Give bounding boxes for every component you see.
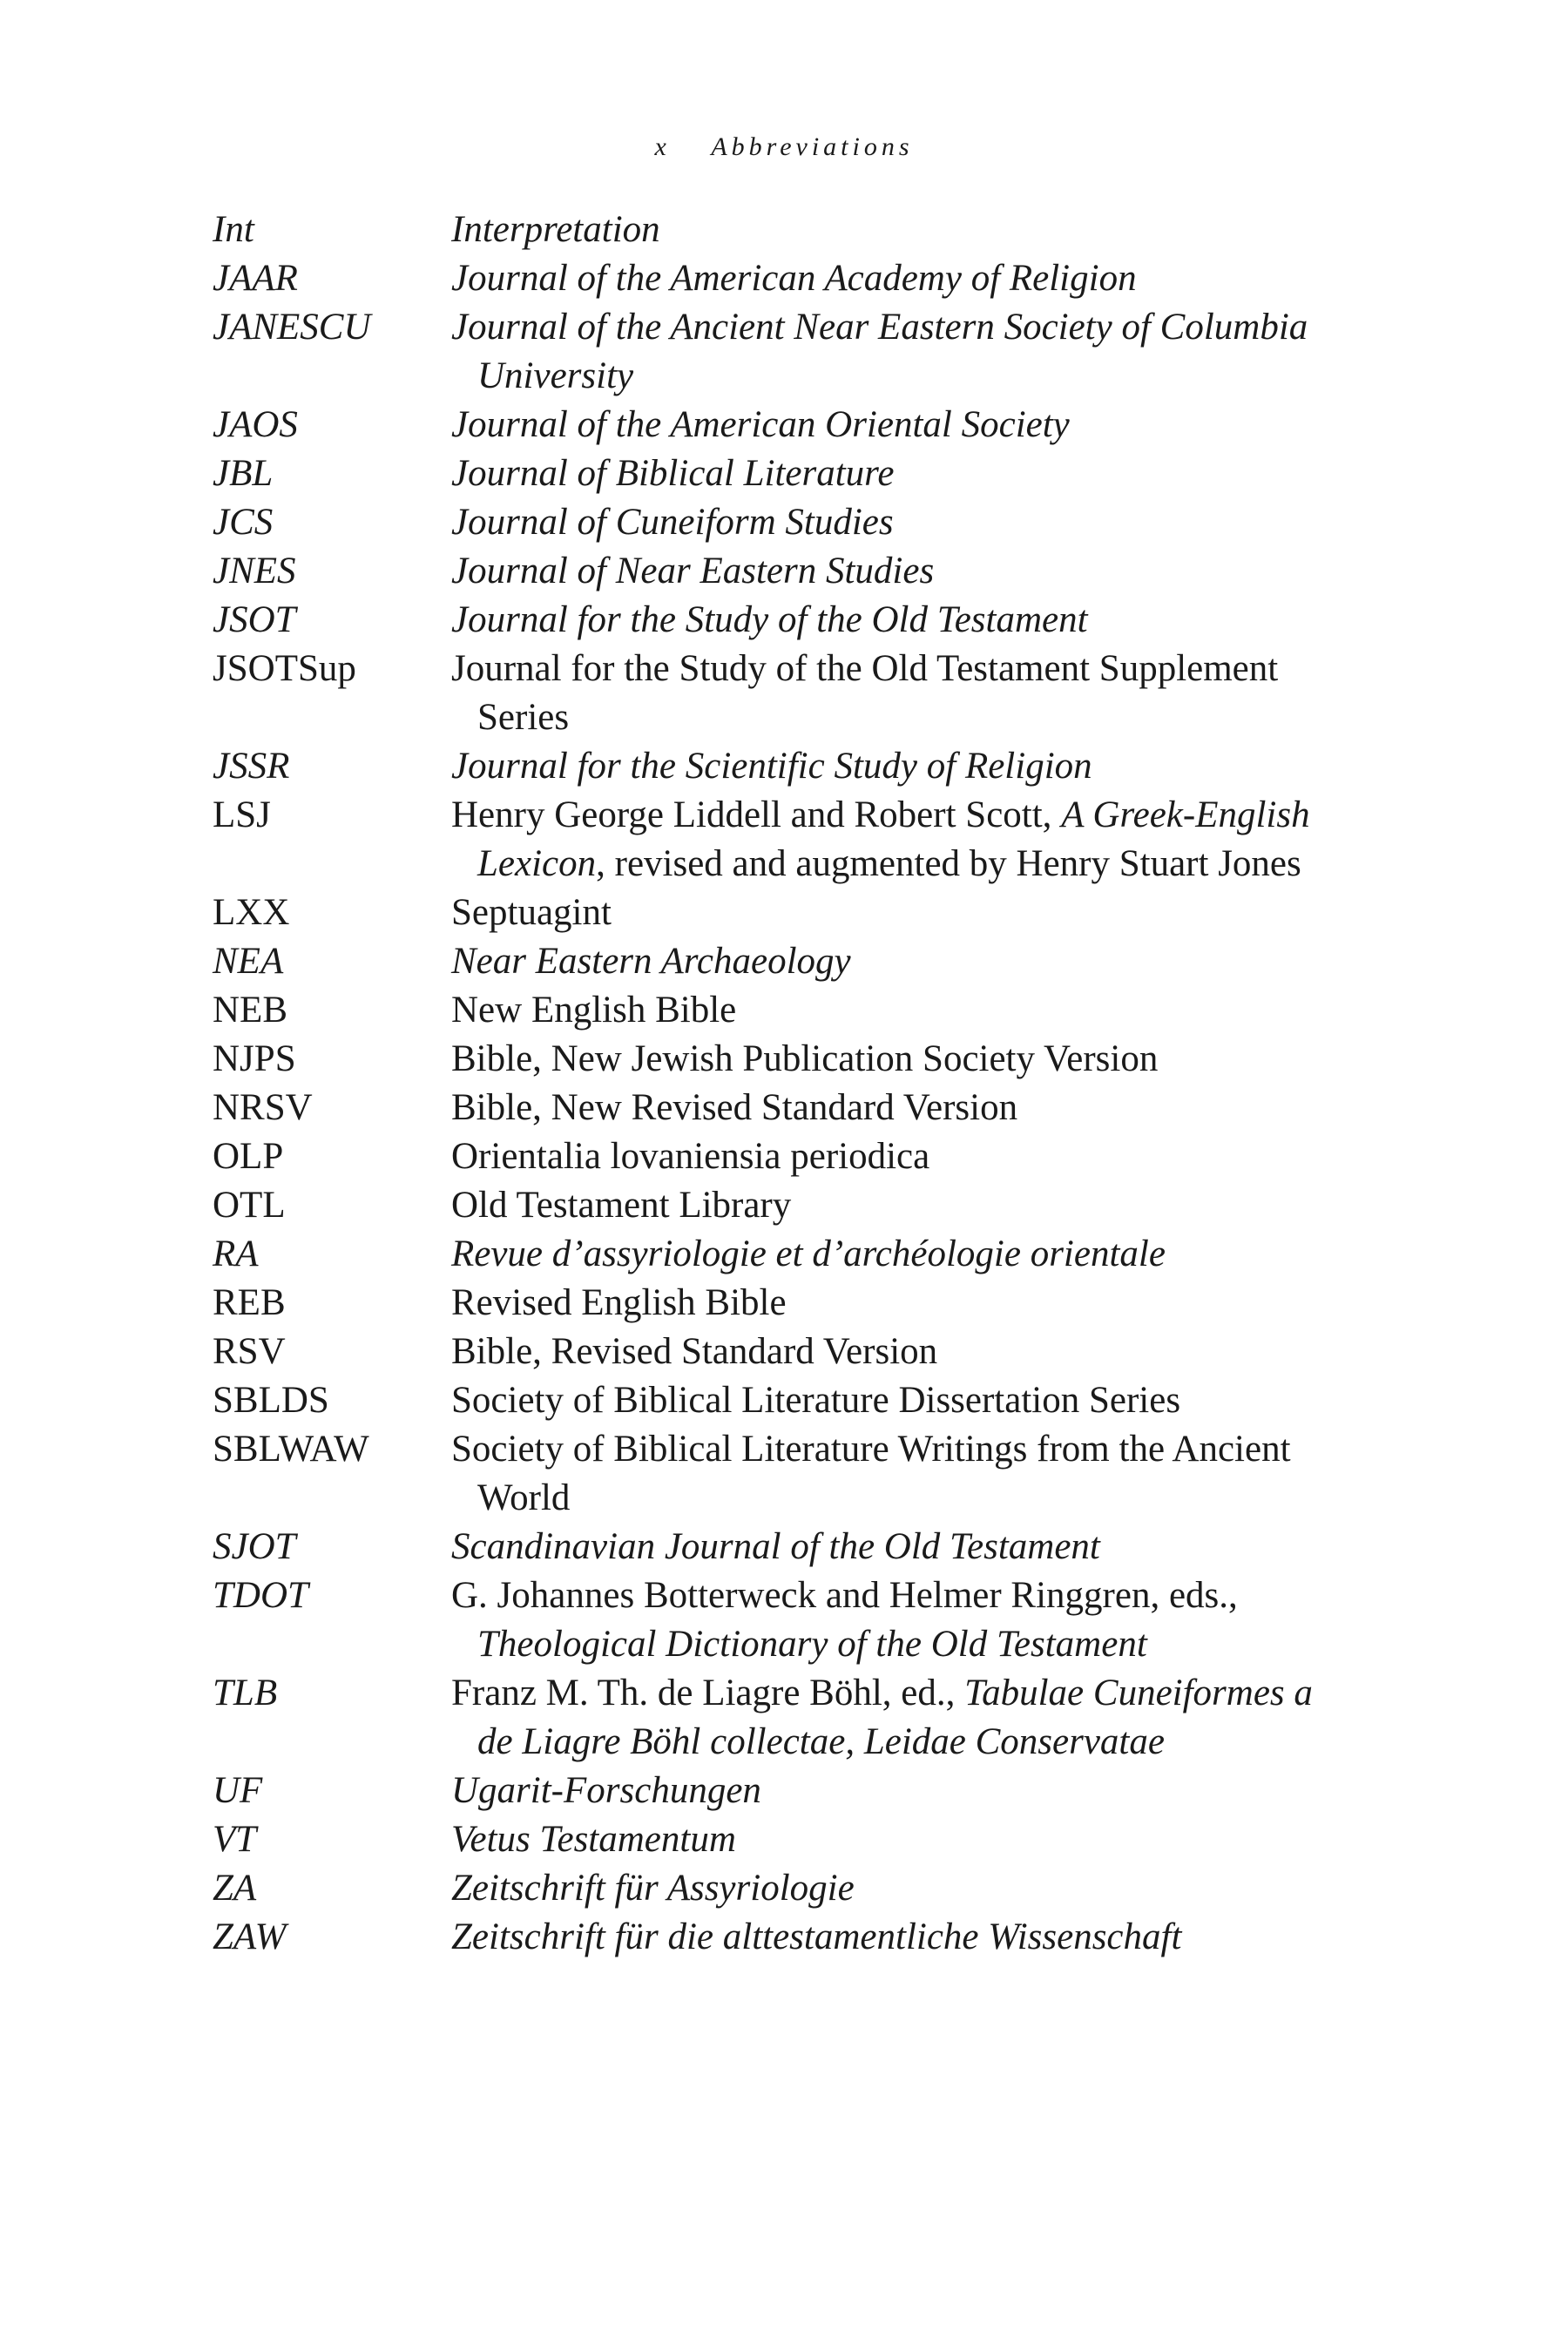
- abbreviation-definition: [451, 449, 1345, 498]
- abbreviation-definition: [451, 1767, 1345, 1815]
- abbreviation-term: JCS: [213, 502, 274, 543]
- definition-segment: Revised English Bible: [451, 1282, 787, 1323]
- definition-segment: Revue d’assyriologie et d’archéologie orientale: [451, 1233, 1166, 1274]
- abbreviation-term: RA: [213, 1233, 259, 1274]
- abbreviation-entry: [213, 1181, 1345, 1230]
- abbreviation-definition: [451, 986, 1345, 1035]
- abbreviation-definition: [451, 1815, 1345, 1864]
- abbreviation-definition: [451, 206, 1345, 254]
- abbreviation-entry: [213, 254, 1345, 303]
- abbreviation-term: JSSR: [213, 746, 290, 787]
- abbreviation-entry: [213, 1376, 1345, 1425]
- abbreviation-term: REB: [213, 1282, 286, 1323]
- abbreviation-term: LSJ: [213, 794, 271, 835]
- abbreviation-definition: [451, 1913, 1345, 1962]
- abbreviation-term: LXX: [213, 892, 290, 933]
- abbreviation-entry: [213, 596, 1345, 645]
- definition-segment: Journal for the Study of the Old Testament Supplement Series: [451, 648, 1279, 738]
- abbreviation-term: TDOT: [213, 1575, 308, 1616]
- abbreviation-entry: [213, 547, 1345, 596]
- definition-segment: , revised and augmented by Henry Stuart Jones: [596, 843, 1301, 884]
- abbreviation-entry: [213, 303, 1345, 401]
- definition-segment: Scandinavian Journal of the Old Testament: [451, 1526, 1100, 1567]
- abbreviation-term: RSV: [213, 1331, 286, 1372]
- definition-segment: New English Bible: [451, 990, 737, 1031]
- definition-segment: Journal of the Ancient Near Eastern Society of Columbia University: [451, 307, 1308, 396]
- abbreviation-term: ZA: [213, 1868, 257, 1909]
- abbreviation-term: JSOT: [213, 599, 296, 640]
- definition-segment: Journal for the Scientific Study of Religion: [451, 746, 1092, 787]
- abbreviation-definition: [451, 1279, 1345, 1328]
- abbreviation-entry: [213, 1523, 1345, 1571]
- definition-segment: Old Testament Library: [451, 1185, 792, 1226]
- abbreviation-term: OTL: [213, 1185, 286, 1226]
- abbreviation-term: JANESCU: [213, 307, 371, 348]
- abbreviation-definition: [451, 1669, 1345, 1767]
- abbreviation-entry: [213, 401, 1345, 449]
- abbreviation-term: SBLDS: [213, 1380, 329, 1421]
- abbreviation-definition: [451, 937, 1345, 986]
- abbreviation-term: OLP: [213, 1136, 284, 1177]
- abbreviation-definition: [451, 303, 1345, 401]
- abbreviation-term: NJPS: [213, 1038, 296, 1079]
- abbreviation-entry: [213, 1669, 1345, 1767]
- abbreviation-term: SBLWAW: [213, 1429, 369, 1470]
- abbreviation-entry: [213, 1913, 1345, 1962]
- abbreviation-definition: [451, 498, 1345, 547]
- definition-segment: Ugarit-Forschungen: [451, 1770, 761, 1811]
- page-number: x: [654, 132, 671, 161]
- abbreviation-entry: [213, 1425, 1345, 1523]
- definition-segment: Society of Biblical Literature Writings from the Ancient World: [451, 1429, 1291, 1518]
- definition-segment: Vetus Testamentum: [451, 1819, 736, 1860]
- abbreviation-definition: [451, 1181, 1345, 1230]
- definition-segment: Journal for the Study of the Old Testament: [451, 599, 1088, 640]
- abbreviation-term: JNES: [213, 551, 296, 591]
- abbreviation-entry: [213, 1767, 1345, 1815]
- definition-segment: Orientalia lovaniensia periodica: [451, 1136, 930, 1177]
- abbreviation-definition: [451, 645, 1345, 742]
- abbreviation-definition: [451, 1084, 1345, 1132]
- definition-segment: Journal of the American Academy of Religion: [451, 258, 1137, 299]
- abbreviation-entry: [213, 1279, 1345, 1328]
- definition-segment: Interpretation: [451, 209, 660, 250]
- abbreviation-term: JBL: [213, 453, 274, 494]
- definition-segment: Theological Dictionary of the Old Testament: [477, 1624, 1147, 1665]
- abbreviation-term: NRSV: [213, 1087, 313, 1128]
- running-head: [0, 132, 1568, 162]
- abbreviation-term: JSOTSup: [213, 648, 356, 689]
- definition-segment: Zeitschrift für die alttestamentliche Wissenschaft: [451, 1916, 1182, 1957]
- definition-segment: Near Eastern Archaeology: [451, 941, 851, 982]
- abbreviation-definition: [451, 1230, 1345, 1279]
- definition-segment: Bible, New Revised Standard Version: [451, 1087, 1018, 1128]
- abbreviation-entry: [213, 449, 1345, 498]
- abbreviation-definition: [451, 401, 1345, 449]
- abbreviation-definition: [451, 1571, 1345, 1669]
- abbreviation-entry: [213, 742, 1345, 791]
- abbreviation-term: TLB: [213, 1673, 278, 1713]
- abbreviation-definition: [451, 1132, 1345, 1181]
- abbreviation-definition: [451, 1523, 1345, 1571]
- abbreviation-entry: [213, 206, 1345, 254]
- abbreviation-definition: [451, 254, 1345, 303]
- abbreviation-definition: [451, 1425, 1345, 1523]
- definition-segment: Franz M. Th. de Liagre Böhl, ed.,: [451, 1673, 965, 1713]
- abbreviation-term: SJOT: [213, 1526, 296, 1567]
- abbreviation-entry: [213, 1132, 1345, 1181]
- definition-segment: Zeitschrift für Assyriologie: [451, 1868, 855, 1909]
- definition-segment: Journal of Biblical Literature: [451, 453, 895, 494]
- definition-segment: Bible, Revised Standard Version: [451, 1331, 938, 1372]
- definition-segment: Society of Biblical Literature Dissertation Series: [451, 1380, 1181, 1421]
- abbreviation-entry: [213, 1230, 1345, 1279]
- abbreviation-term: ZAW: [213, 1916, 287, 1957]
- definition-segment: A Greek-English Lexicon: [477, 794, 1310, 884]
- abbreviation-definition: [451, 1328, 1345, 1376]
- abbreviation-term: NEB: [213, 990, 287, 1031]
- abbreviation-definition: [451, 1376, 1345, 1425]
- definition-segment: Bible, New Jewish Publication Society Version: [451, 1038, 1159, 1079]
- abbreviation-entry: [213, 1571, 1345, 1669]
- abbreviation-entry: [213, 791, 1345, 889]
- abbreviation-definition: [451, 1035, 1345, 1084]
- abbreviation-entry: [213, 498, 1345, 547]
- abbreviation-entry: [213, 937, 1345, 986]
- abbreviation-entry: [213, 1864, 1345, 1913]
- abbreviation-term: Int: [213, 209, 254, 250]
- definition-segment: Henry George Liddell and Robert Scott,: [451, 794, 1062, 835]
- abbreviation-term: VT: [213, 1819, 257, 1860]
- abbreviation-term: UF: [213, 1770, 263, 1811]
- abbreviation-entry: [213, 1035, 1345, 1084]
- definition-segment: Tabulae Cuneiformes a de Liagre Böhl collectae, Leidae Conservatae: [477, 1673, 1313, 1762]
- definition-segment: Journal of the American Oriental Society: [451, 404, 1070, 445]
- abbreviation-term: JAOS: [213, 404, 298, 445]
- abbreviation-definition: [451, 596, 1345, 645]
- abbreviation-definition: [451, 791, 1345, 889]
- abbreviation-entry: [213, 889, 1345, 937]
- abbreviation-definition: [451, 547, 1345, 596]
- abbreviation-entry: [213, 645, 1345, 742]
- section-title: Abbreviations: [711, 132, 914, 161]
- definition-segment: Septuagint: [451, 892, 612, 933]
- abbreviation-definition: [451, 1864, 1345, 1913]
- definition-segment: G. Johannes Botterweck and Helmer Ringgren, eds.,: [451, 1575, 1238, 1616]
- definition-segment: Journal of Near Eastern Studies: [451, 551, 935, 591]
- abbreviations-list: [213, 206, 1345, 1962]
- abbreviation-entry: [213, 1815, 1345, 1864]
- abbreviation-definition: [451, 742, 1345, 791]
- abbreviation-term: NEA: [213, 941, 284, 982]
- abbreviation-entry: [213, 1084, 1345, 1132]
- definition-segment: Journal of Cuneiform Studies: [451, 502, 894, 543]
- abbreviation-entry: [213, 1328, 1345, 1376]
- abbreviation-term: JAAR: [213, 258, 298, 299]
- abbreviation-definition: [451, 889, 1345, 937]
- abbreviation-entry: [213, 986, 1345, 1035]
